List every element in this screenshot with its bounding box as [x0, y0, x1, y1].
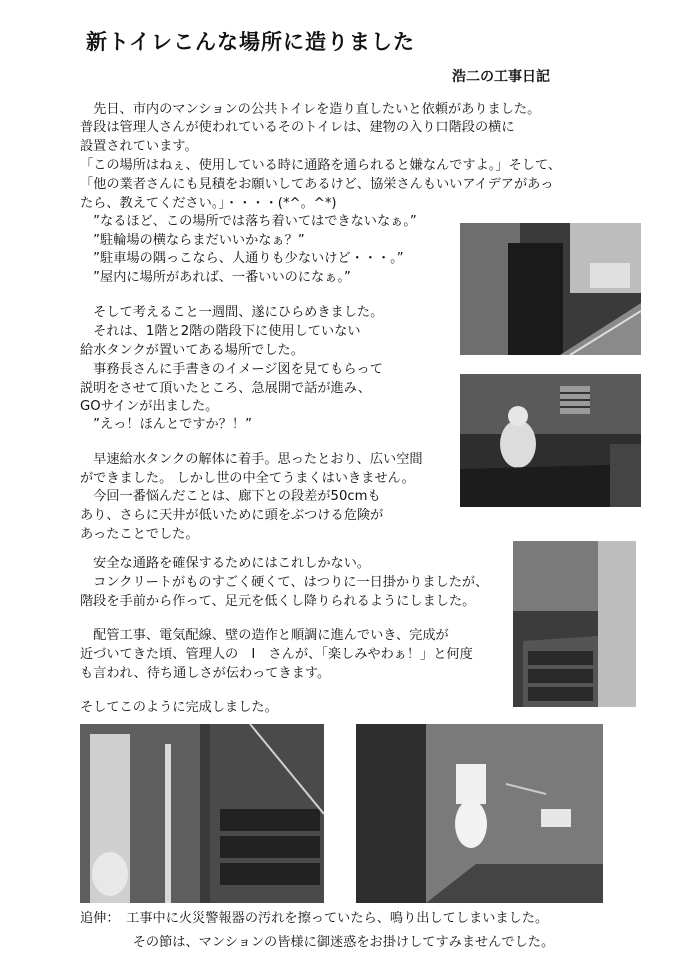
photo-new-steps	[513, 541, 636, 707]
body-line: 事務長さんに手書きのイメージ図を見てもらって	[80, 362, 383, 377]
photo-entrance-stairs	[460, 223, 641, 355]
body-line: あり、さらに天井が低いために頭をぶつける危険が	[80, 508, 384, 523]
body-line: ”駐輪場の横ならまだいいかなぁ？”	[80, 233, 305, 248]
body-line: あったことでした。	[80, 527, 199, 542]
body-line: そしてこのように完成しました。	[80, 700, 278, 715]
body-line: 階段を手前から作って、足元を低くし降りられるようにしました。	[80, 594, 476, 609]
body-line: そして考えること一週間、遂にひらめきました。	[80, 305, 384, 320]
photo-completed-corridor	[80, 724, 324, 903]
body-line: 先日、市内のマンションの公共トイレを造り直したいと依頼がありました。	[80, 102, 541, 117]
body-line: 給水タンクが置いてある場所でした。	[80, 343, 304, 358]
photo-completed-toilet	[356, 724, 603, 903]
page-title: 新トイレこんな場所に造りました	[86, 30, 415, 54]
body-line: ”えっ！ほんとですか？！”	[80, 417, 252, 432]
body-line: たら、教えてください。」・・・・(*^。^*)	[80, 196, 337, 211]
body-line: 説明をさせて頂いたところ、急展開で話が進み、	[80, 381, 371, 396]
body-line: それは、1階と2階の階段下に使用していない	[80, 324, 361, 339]
body-line: も言われ、待ち通しさが伝わってきます。	[80, 666, 331, 681]
body-line: ”屋内に場所があれば、一番いいのになぁ。”	[80, 270, 351, 285]
body-line: 普段は管理人さんが使われているそのトイレは、建物の入り口階段の横に	[80, 120, 515, 135]
body-line: 「他の業者さんにも見積をお願いしてあるけど、協栄さんもいいアイデアがあっ	[80, 177, 554, 192]
body-line: 安全な通路を確保するためにはこれしかない。	[80, 556, 371, 571]
body-line: ができました。 しかし世の中全てうまくはいきません。	[80, 471, 415, 486]
body-line: ”駐車場の隅っこなら、人通りも少ないけど・・・。”	[80, 251, 404, 266]
body-line: 設置されています。	[80, 139, 198, 154]
photo-demolition-work	[460, 374, 641, 507]
body-line: ”なるほど、この場所では落ち着いてはできないなぁ。”	[80, 214, 417, 229]
body-line: 配管工事、電気配線、壁の造作と順調に進んでいき、完成が	[80, 628, 449, 643]
postscript-line: その節は、マンションの皆様に御迷惑をお掛けしてすみませんでした。	[80, 935, 555, 950]
body-line: 近づいてきた頃、管理人の I さんが、「楽しみやわぁ！」と何度	[80, 647, 473, 662]
body-line: 早速給水タンクの解体に着手。思ったとおり、広い空間	[80, 452, 423, 467]
body-line: 今回一番悩んだことは、廊下との段差が50cmも	[80, 489, 381, 504]
body-line: GOサインが出ました。	[80, 399, 219, 414]
diary-subtitle: 浩二の工事日記	[452, 69, 550, 85]
postscript-line: 追伸： 工事中に火災警報器の汚れを擦っていたら、鳴り出してしまいました。	[80, 911, 549, 926]
body-line: コンクリートがものすごく硬くて、はつりに一日掛かりましたが、	[80, 575, 489, 590]
body-line: 「この場所はねぇ、使用している時に通路を通られると嫌なんですよ。」そして、	[80, 158, 562, 173]
